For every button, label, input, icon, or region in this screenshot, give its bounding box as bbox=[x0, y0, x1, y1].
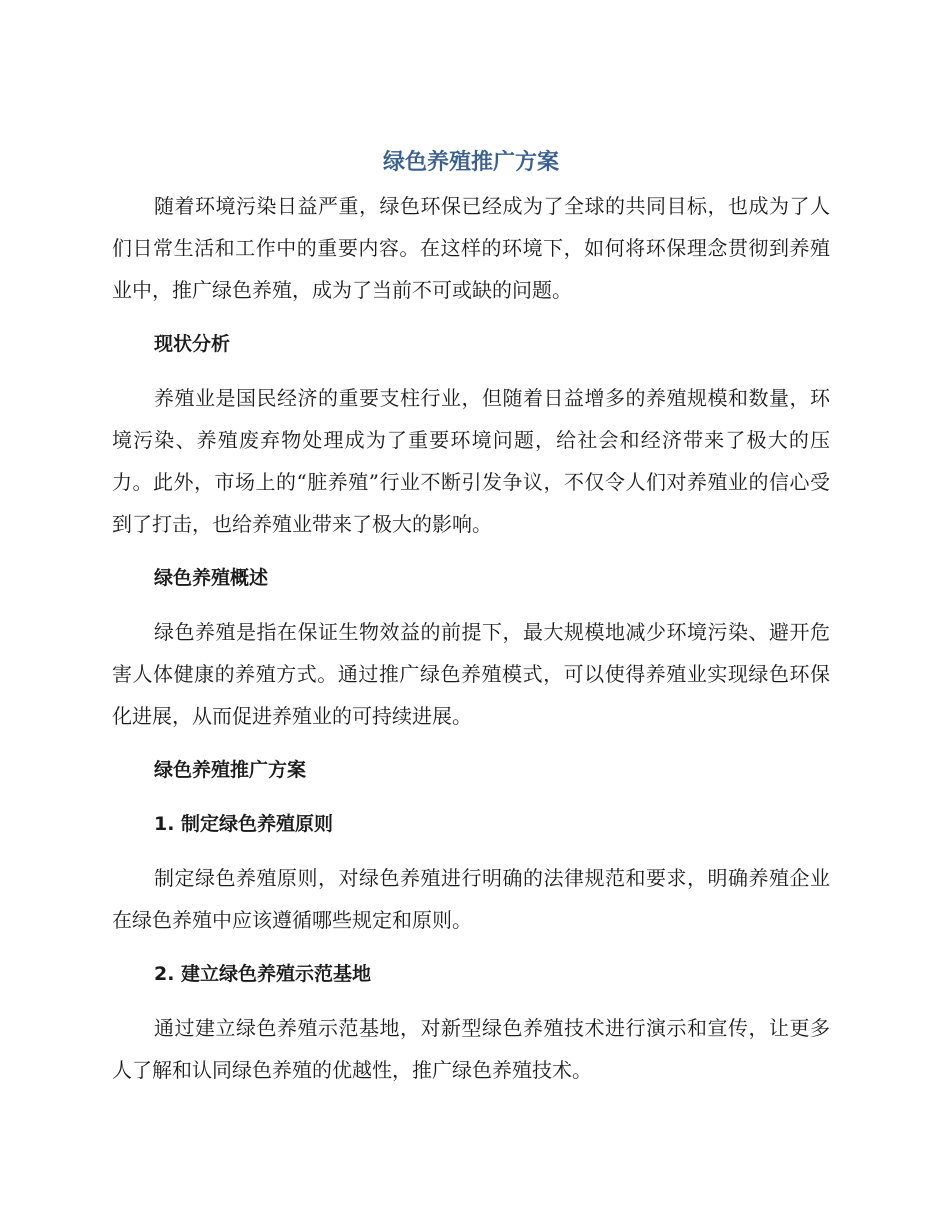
intro-paragraph: 随着环境污染日益严重，绿色环保已经成为了全球的共同目标，也成为了人们日常生活和工作中的重要内容。在这样的环境下，如何将环保理念贯彻到养殖业中，推广绿色养殖，成为了当前不可或缺的问题。 bbox=[112, 194, 830, 302]
section-body-overview: 绿色养殖是指在保证生物效益的前提下，最大规模地减少环境污染、避开危害人体健康的养殖方式。通过推广绿色养殖模式，可以使得养殖业实现绿色环保化进展，从而促进养殖业的可持续进展。 bbox=[112, 620, 830, 728]
section-heading-demo-base: 2. 建立绿色养殖示范基地 bbox=[154, 963, 372, 985]
section-body-status: 养殖业是国民经济的重要支柱行业，但随着日益增多的养殖规模和数量，环境污染、养殖废弃物处理成为了重要环境问题，给社会和经济带来了极大的压力。此外，市场上的“脏养殖”行业不断引发争议，不仅令人们对养殖业的信心受到了打击，也给养殖业带来了极大的影响。 bbox=[112, 386, 830, 536]
section-body-demo-base: 通过建立绿色养殖示范基地，对新型绿色养殖技术进行演示和宣传，让更多人了解和认同绿色养殖的优越性，推广绿色养殖技术。 bbox=[112, 1016, 830, 1082]
document-title: 绿色养殖推广方案 bbox=[382, 150, 559, 175]
section-heading-principles: 1. 制定绿色养殖原则 bbox=[154, 813, 334, 835]
section-heading-status: 现状分析 bbox=[154, 333, 231, 355]
section-heading-plan: 绿色养殖推广方案 bbox=[154, 759, 307, 781]
section-heading-overview: 绿色养殖概述 bbox=[154, 567, 269, 589]
document-page bbox=[112, 145, 830, 1091]
section-body-principles: 制定绿色养殖原则，对绿色养殖进行明确的法律规范和要求，明确养殖企业在绿色养殖中应该遵循哪些规定和原则。 bbox=[112, 866, 830, 932]
